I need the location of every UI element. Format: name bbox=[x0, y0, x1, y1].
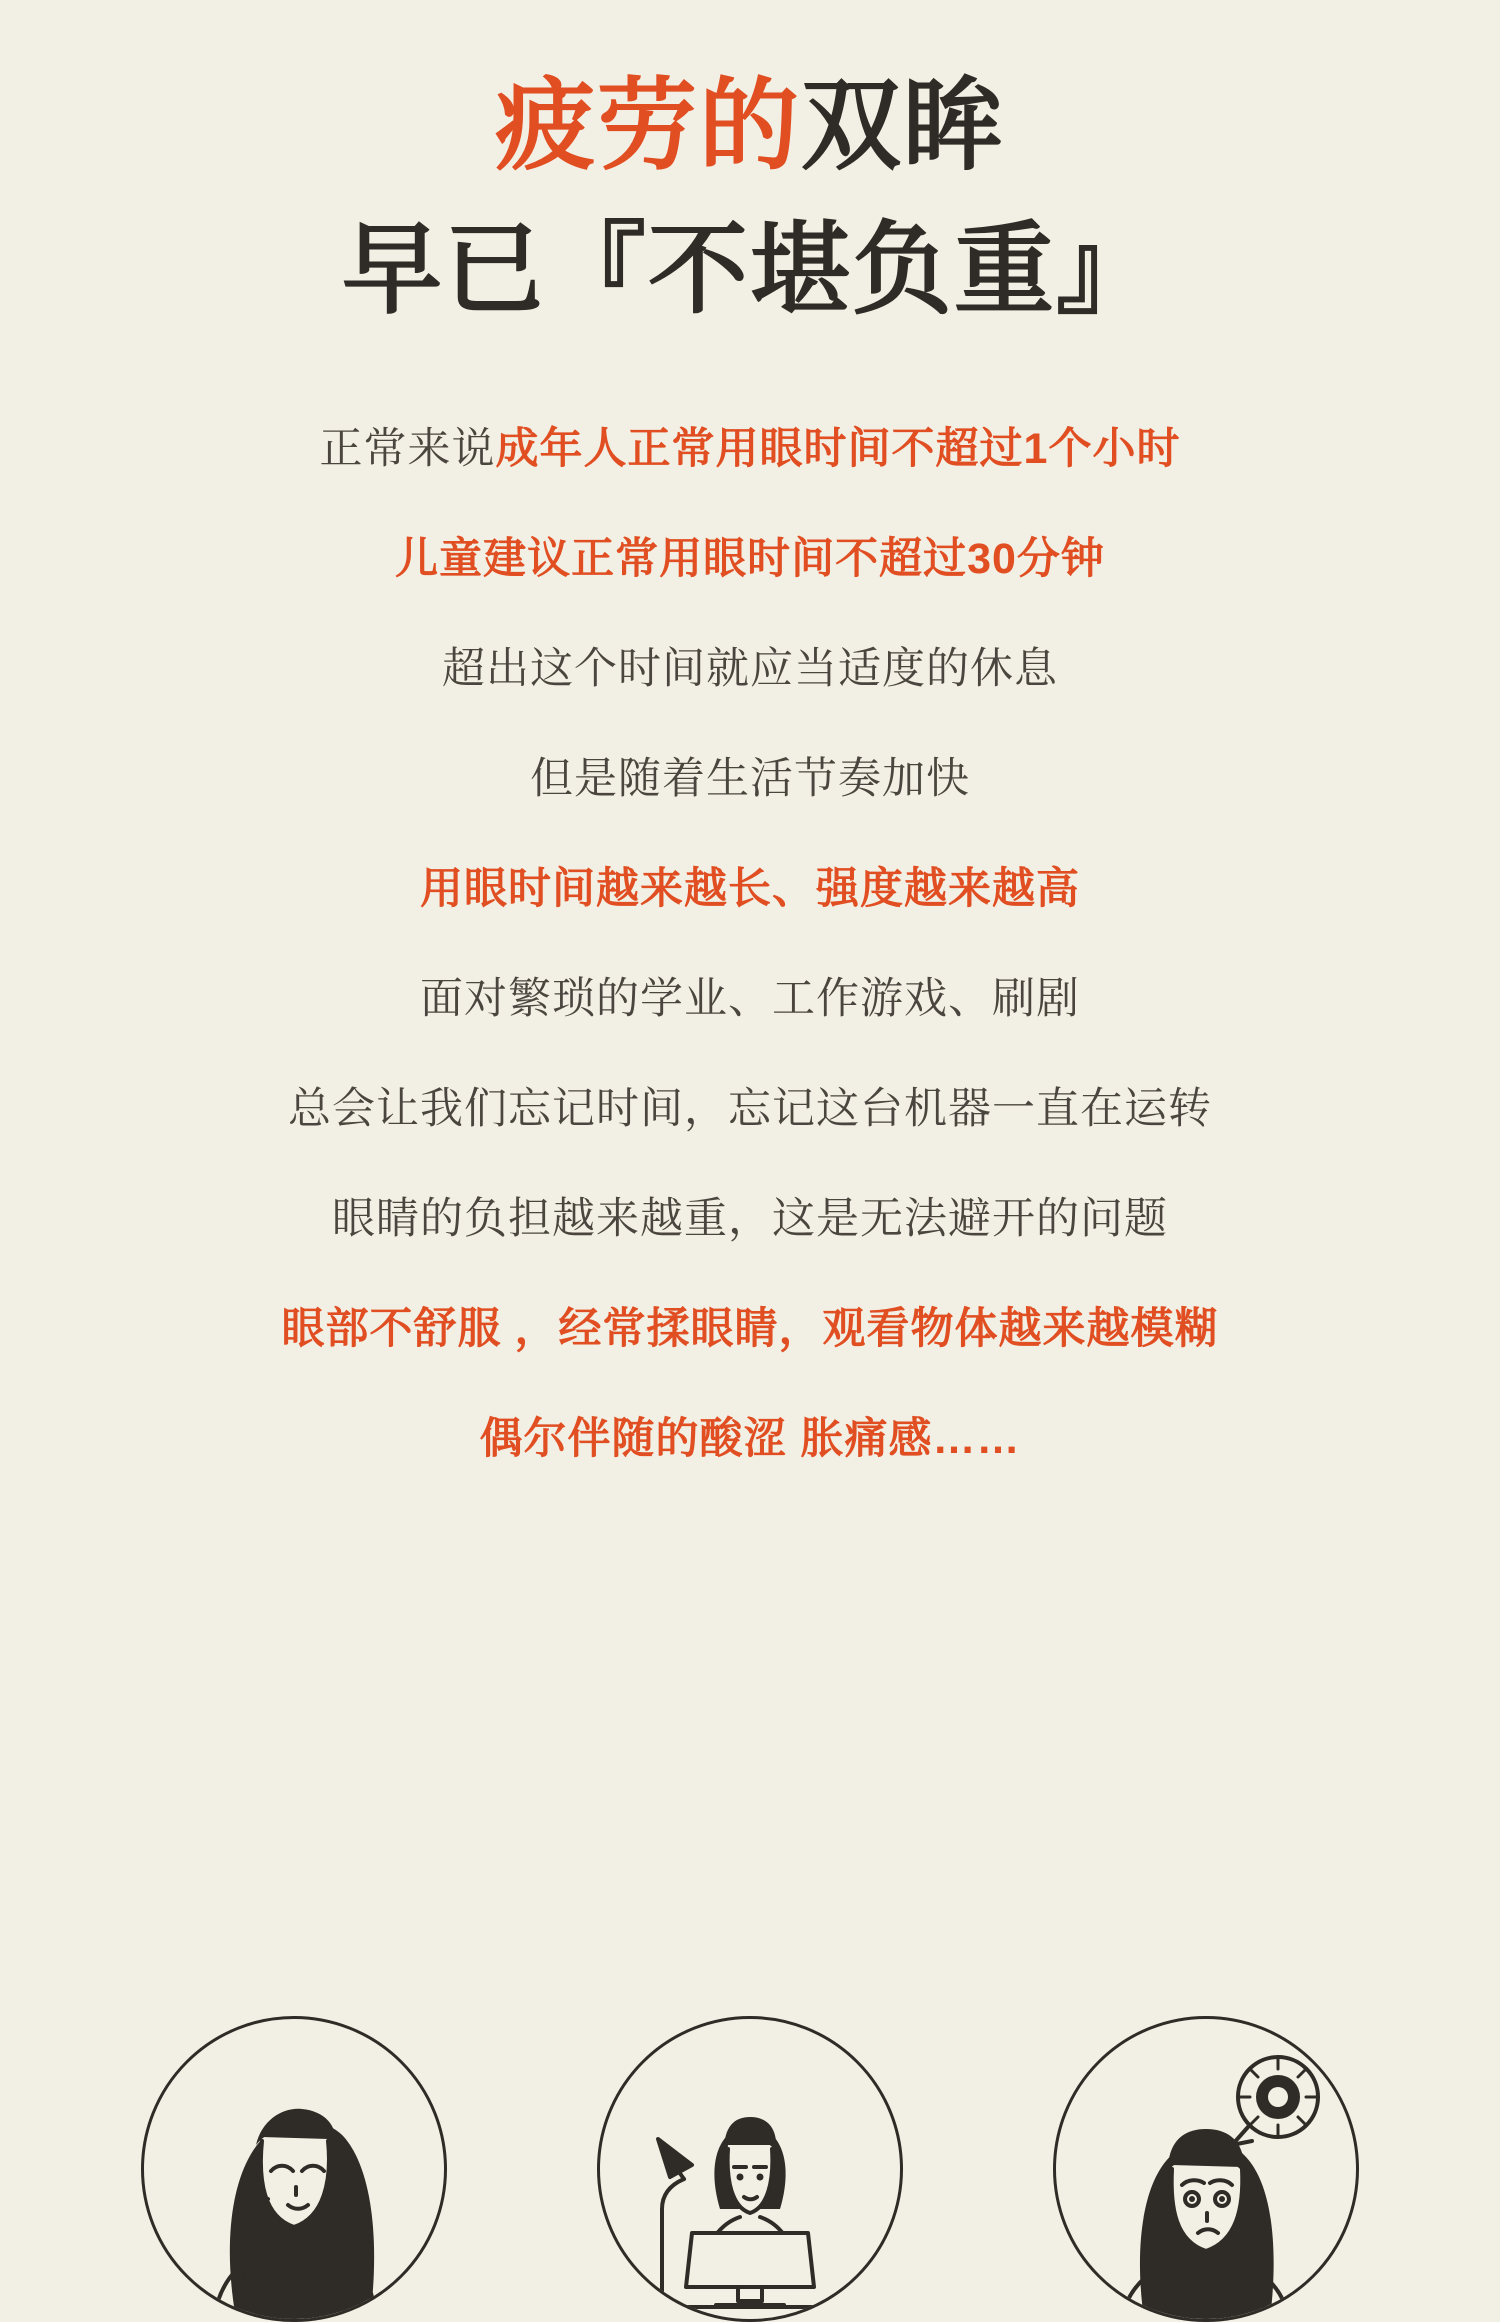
copy-line-1-highlight: 成年人正常用眼时间不超过1个小时 bbox=[495, 425, 1181, 473]
woman-at-computer-illustration bbox=[597, 2016, 903, 2322]
copy-line-2: 儿童建议正常用眼时间不超过30分钟 bbox=[395, 535, 1105, 584]
copy-line-5: 用眼时间越来越长、强度越来越高 bbox=[420, 865, 1080, 914]
woman-blurred-vision-illustration bbox=[1053, 2016, 1359, 2322]
copy-line-7: 总会让我们忘记时间，忘记这台机器一直在运转 bbox=[288, 1085, 1212, 1134]
woman-rubbing-eye-illustration bbox=[141, 2016, 447, 2322]
copy-line-9: 眼部不舒服 ，经常揉眼睛，观看物体越来越模糊 bbox=[281, 1305, 1219, 1354]
copy-line-1-plain: 正常来说 bbox=[319, 425, 496, 473]
headline-accent-text: 疲劳的 bbox=[495, 70, 801, 182]
copy-line-10: 偶尔伴随的酸涩 胀痛感…… bbox=[479, 1415, 1021, 1464]
copy-line-4: 但是随着生活节奏加快 bbox=[530, 755, 970, 804]
copy-line-3: 超出这个时间就应当适度的休息 bbox=[442, 645, 1058, 694]
page-title bbox=[342, 62, 1158, 334]
copy-line-6: 面对繁琐的学业、工作游戏、刷剧 bbox=[420, 975, 1080, 1024]
body-copy bbox=[0, 420, 1500, 1468]
headline-line-1 bbox=[342, 62, 1158, 190]
headline-line-1-rest: 双眸 bbox=[801, 70, 1005, 182]
copy-line-8: 眼睛的负担越来越重，这是无法避开的问题 bbox=[332, 1195, 1168, 1244]
copy-line-1 bbox=[0, 420, 1500, 478]
headline-line-2: 早已『不堪负重』 bbox=[342, 214, 1158, 326]
illustration-row bbox=[0, 2016, 1500, 2322]
